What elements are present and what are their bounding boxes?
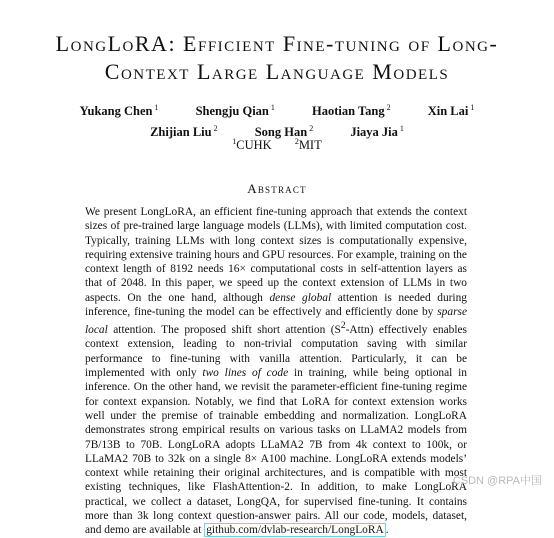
abstract-heading: Abstract xyxy=(247,181,307,196)
affiliation-2: $^2$MIT xyxy=(294,137,322,153)
author-3: Haotian Tang $^2$ xyxy=(312,103,391,119)
author-7: Jiaya Jia $^1$ xyxy=(350,124,404,140)
author-4: Xin Lai $^1$ xyxy=(427,103,475,119)
author-2: Shengju Qian $^1$ xyxy=(195,103,275,119)
emphasis-two-lines-of-code: two lines of code xyxy=(202,367,289,380)
abstract-body: We present LongLoRA, an efficient fine-tuning approach that extends the context sizes of pre-trained large language models (LLMs), with limited computation cost. Typically, training LLMs with long context sizes is computationally expensive, requiring extensive training hours and GPU resources. For example, training on the context length of 8192 needs 16× computational costs in self-attention layers as that of 2048. In this paper, we speed up the context extension of LLMs in two aspects. On the one hand, although dense global attention is needed during inference, fine-tuning the model can be effectively and efficiently done by sparse local attention. The proposed shift short attention $(S^2-Attn)$ effectively enables context extension, leading to non-trivial computation saving with similar performance to fine-tuning with vanilla attention. Particularly, it can be implemented with only two lines of code in training, while being optional in inference. On the other hand, we revisit the parameter-efficient fine-tuning regime for context expansion. Notably, we find that LoRA for context extension works well under the premise of trainable embedding and normalization. LongLoRA demonstrates strong empirical results on various tasks on LLaMA2 models from 7B/13B to 70B. LongLoRA adopts LLaMA2 7B from 4k context to 100k, or LLaMA2 70B to 32k on a single 8× A100 machine. LongLoRA extends models’ context while retaining their original architectures, and is compatible with most existing techniques, like FlashAttention-2. In addition, to make LongLoRA practical, we collect a dataset, LongQA, for supervised fine-tuning. It contains more than 3k long context question-answer pairs. All our code, models, dataset, and demo are available at github.com/dvlab-research/LongLoRA . xyxy=(85,206,467,537)
affiliation-list xyxy=(0,133,554,154)
title-line-2: Context Large Language Models xyxy=(104,59,450,84)
affiliation-1: $^1$CUHK xyxy=(232,137,272,153)
author-1: Yukang Chen $^1$ xyxy=(79,103,159,119)
paper-title xyxy=(0,30,554,86)
emphasis-dense-global: dense global xyxy=(269,291,332,304)
watermark: CSDN @RPA中国 xyxy=(452,475,542,487)
github-link[interactable]: github.com/dvlab-research/LongLoRA xyxy=(206,524,384,537)
author-6: Song Han $^2$ xyxy=(254,124,314,140)
author-5: Zhijian Liu $^2$ xyxy=(150,124,218,140)
emphasis-sparse-local: sparse local xyxy=(85,306,467,337)
title-line-1: LongLoRA: Efficient Fine-tuning of Long- xyxy=(55,31,499,56)
